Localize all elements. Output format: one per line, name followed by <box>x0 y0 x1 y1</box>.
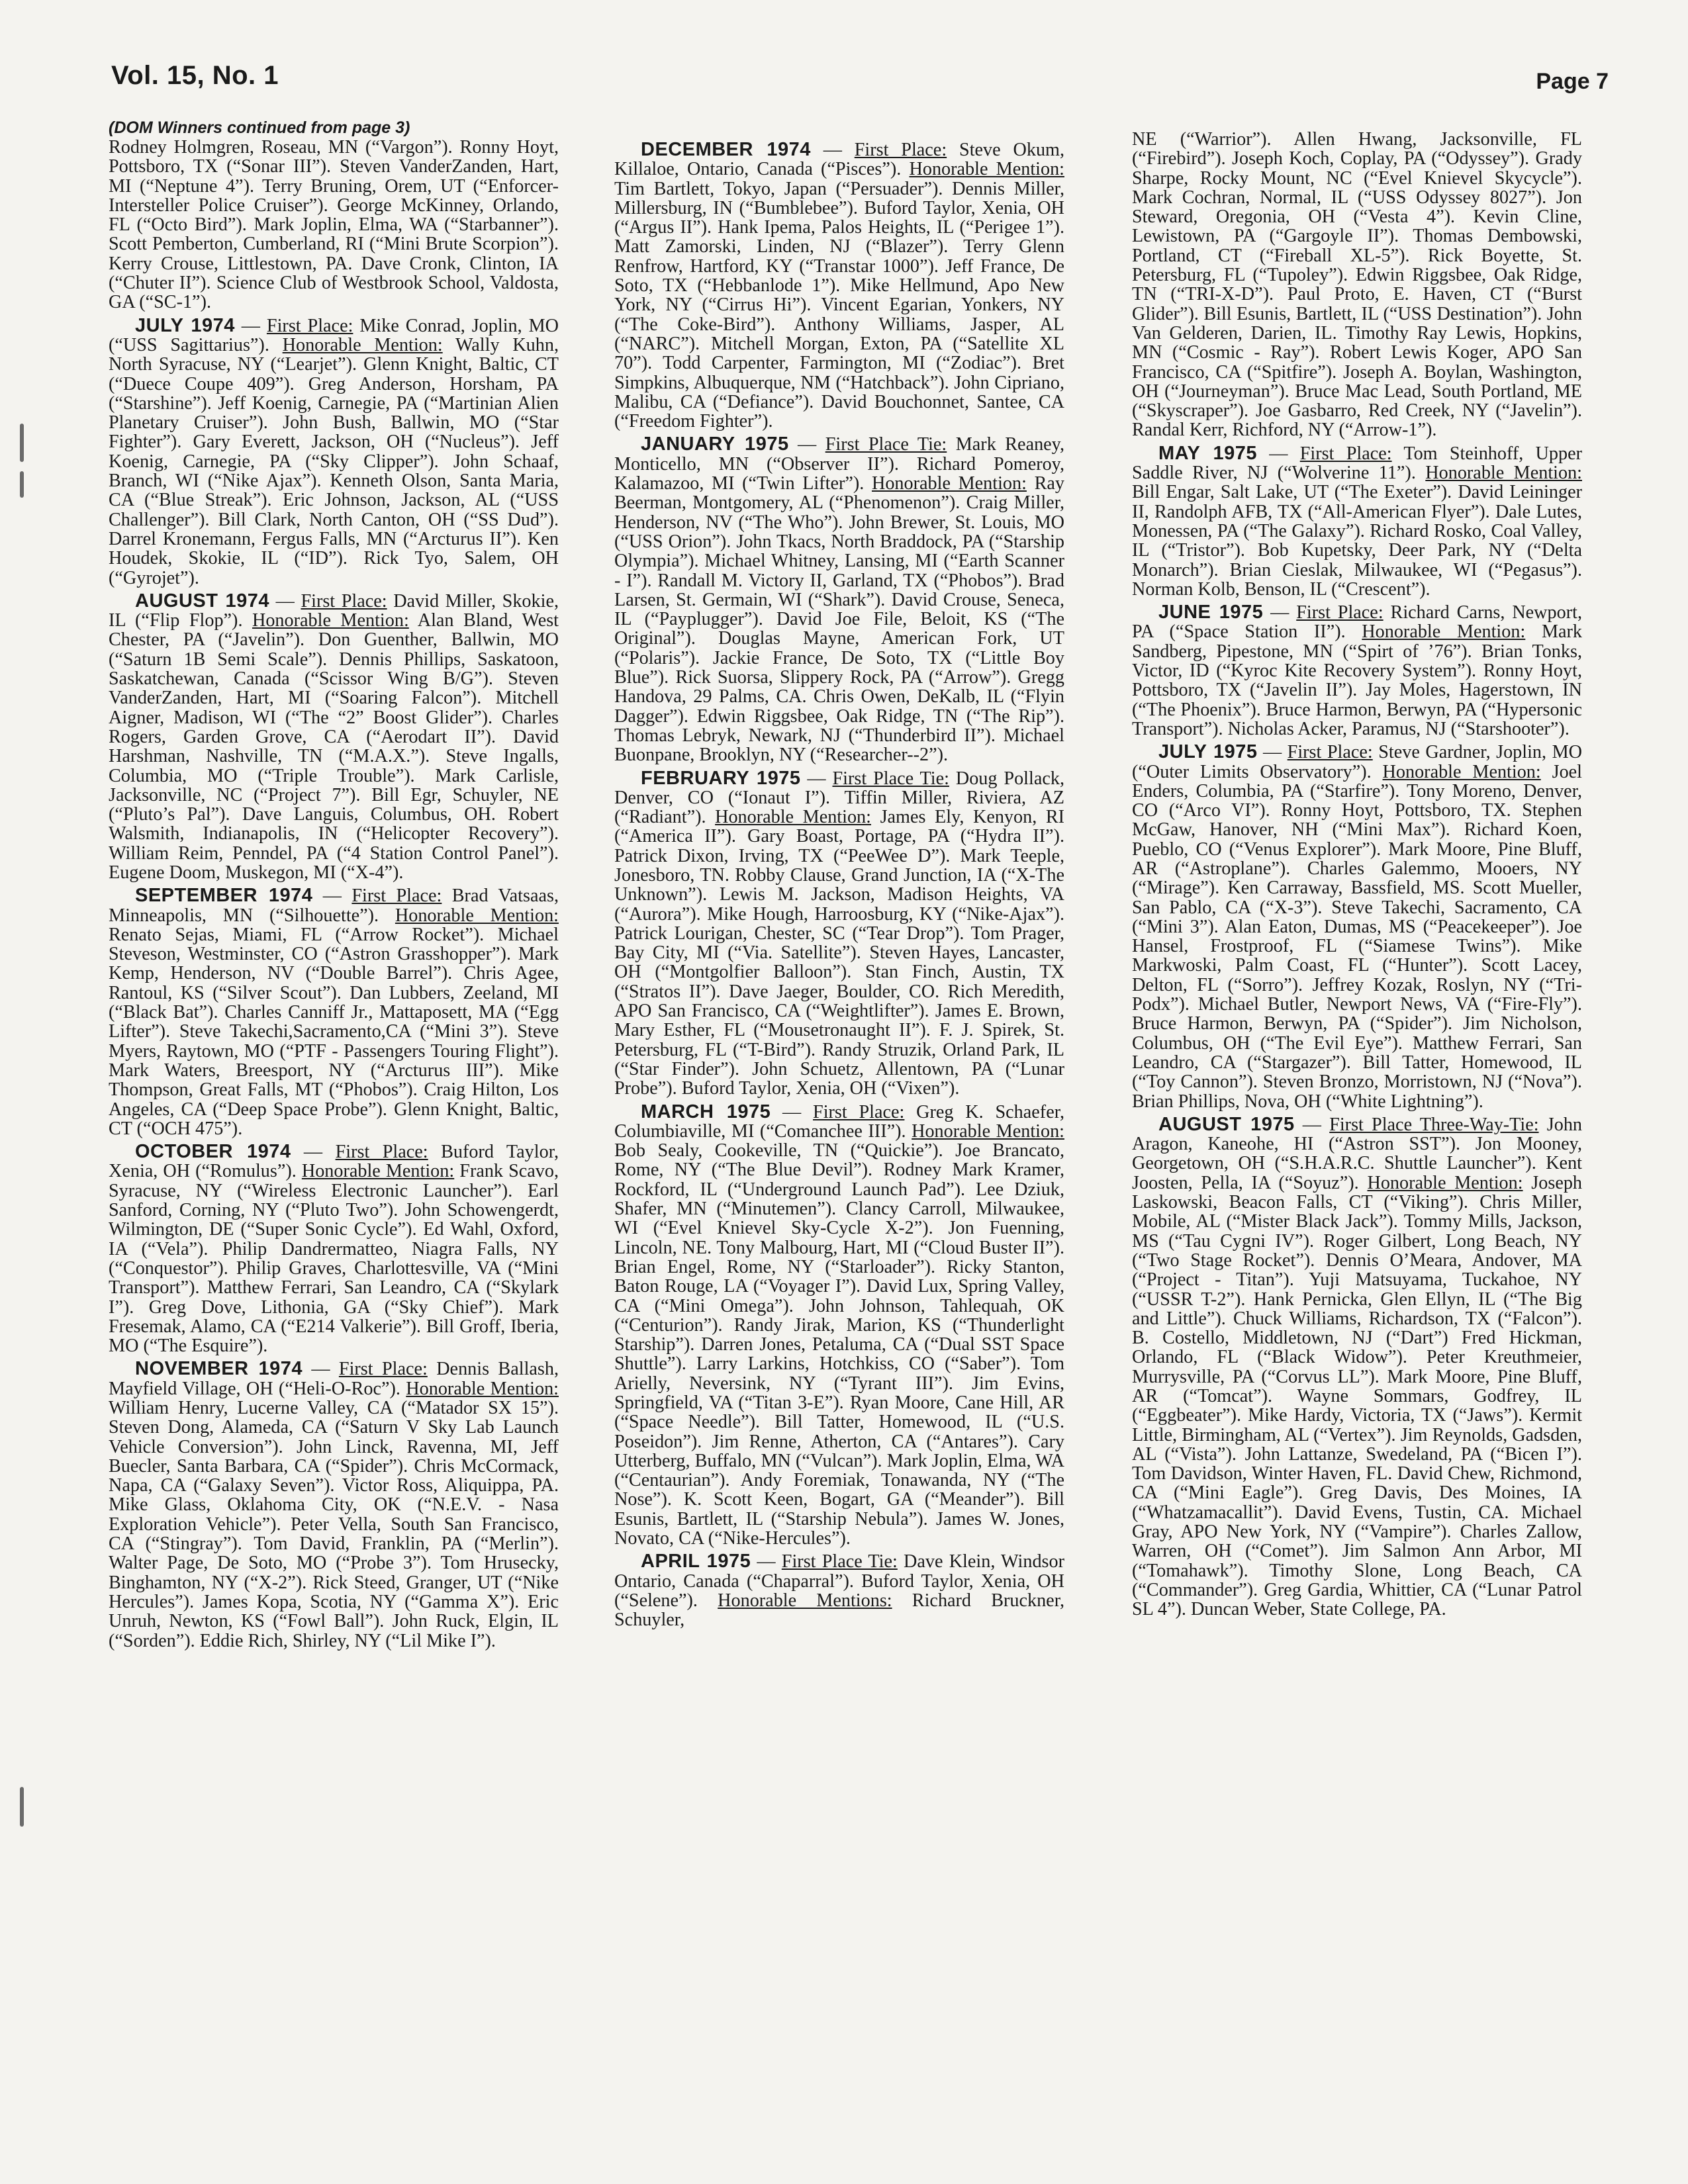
month-heading: NOVEMBER 1974 <box>135 1358 303 1380</box>
month-heading: AUGUST 1974 <box>135 590 270 612</box>
honorable-mention-label: Honorable Mention: <box>301 1161 455 1182</box>
honorable-mention-list: Mark Sandberg, Pipestone, MN (“Spirt of ’76”). Brian Tonks, Victor, ID (“Kyroc Kite Recovery System”). Ronny Hoyt, Pottsboro, TX (“Javelin II”). Jay Moles, Hagerstown, IN (“The Phoenix”). Bruce Harmon, Berwyn, PA (“Hypersonic Transport”). Nicholas Acker, Paramus, NJ (“Starshooter”). <box>1132 621 1582 739</box>
winner-entry: SEPTEMBER 1974 — First Place: Brad Vatsaas, Minneapolis, MN (“Silhouette”). Honorable Mention: Renato Sejas, Miami, FL (“Arrow Rocket”). Michael Steveson, Westminster, CO (“Astron Grasshopper”). Mark Kemp, Henderson, NV (“Double Barrel”). Chris Agee, Rantoul, KS (“Silver Scout”). Dan Lubbers, Zeeland, MI (“Black Bat”). Charles Canniff Jr., Mattaposett, MA (“Egg Lifter”). Steve Takechi,Sacramento,CA (“Mini 3”). Steve Myers, Raytown, MO (“PTF - Passengers Touring Flight”). Mark Waters, Breesport, NY (“Arcturus III”). Mike Thompson, Great Falls, MT (“Phobos”). Craig Hilton, Los Angeles, CA (“Deep Space Probe”). Glenn Knight, Baltic, CT (“OCH 475”). <box>109 885 559 1139</box>
honorable-mention-list: NE (“Warrior”). Allen Hwang, Jacksonville, FL (“Firebird”). Joseph Koch, Coplay, PA (“Odyssey”). Grady Sharpe, Rocky Mount, NC (“Evel Knievel Skycycle”). Mark Cochran, Normal, IL (“USS Odyssey 8027”). Jon Steward, Oregonia, OH (“Vesta 4”). Kevin Cline, Lewistown, PA (“Gargoyle II”). Thomas Dembowski, Portland, CT (“Fireball XL-5”). Rick Boyette, St. Petersburg, FL (“Tupoley”). Edwin Riggsbee, Oak Ridge, TN (“TRI-X-D”). Paul Proto, E. Haven, CT (“Burst Glider”). Bill Esunis, Bartlett, IL (“USS Destination”). John Van Gelderen, Darien, IL. Timothy Ray Lewis, Hopkins, MN (“Cosmic - Ray”). Robert Lewis Koger, APO San Francisco, CA (“Spitfire”). Joseph A. Boylan, Washington, OH (“Journeyman”). Bruce Mac Lead, South Portland, ME (“Skyscraper”). Joe Gasbarro, Red Creek, NY (“Javelin”). Randal Kerr, Richford, NY (“Arrow-1”). <box>1132 130 1582 441</box>
first-place-label: First Place: <box>1296 602 1383 623</box>
first-place-label: First Place: <box>813 1101 905 1122</box>
month-heading: MARCH 1975 <box>641 1101 771 1122</box>
first-place-winners: Buford Taylor, Xenia, OH (“Romulus”). <box>109 1142 559 1182</box>
honorable-mention-list: Joel Enders, Columbia, PA (“Starfire”). Tony Moreno, Denver, CO (“Arco VI”). Ronny Hoyt, Pottsboro, TX. Stephen McGaw, Hanover, NH (“Mini Max”). Richard Koen, Pueblo, CO (“Venus Explorer”). Mark Moore, Pine Bluff, AR (“Astroplane”). Charles Galemmo, Mooers, NY (“Mirage”). Ken Carraway, Bassfield, MS. Scott Mueller, San Pablo, CA (“X-3”). Steve Takechi, Sacramento, CA (“Mini 3”). Alan Eaton, Dumas, MS (“Peacekeeper”). Joe Hansel, Frostproof, FL (“Siamese Twins”). Mike Markwoski, Palm Coast, FL (“Hunter”). Scott Lacey, Delton, FL (“Sorro”). Jeffrey Kozak, Roslyn, NY (“Tri-Podx”). Michael Butler, Newport News, VA (“Fire-Fly”). Bruce Harmon, Berwyn, PA (“Spider”). Jim Nicholson, Columbus, OH (“The Evil Eye”). Matthew Ferrari, San Leandro, CA (“Stargazer”). Bill Tatter, Homewood, IL (“Toy Cannon”). Steven Bronzo, Morristown, NJ (“Nova”). Brian Phillips, Nova, OH (“White Lightning”). <box>1132 761 1582 1112</box>
honorable-mention-label: Honorable Mention: <box>912 1120 1064 1142</box>
first-place-label: First Place: <box>1299 443 1392 464</box>
volume-label: Vol. 15, No. 1 <box>111 61 279 90</box>
honorable-mention-label: Honorable Mention: <box>1367 1172 1523 1193</box>
month-heading: AUGUST 1975 <box>1158 1113 1295 1135</box>
first-place-label: First Place: <box>335 1142 428 1163</box>
month-heading: SEPTEMBER 1974 <box>135 885 313 907</box>
winner-entry: JANUARY 1975 — First Place Tie: Mark Reaney, Monticello, MN (“Observer II”). Richard Pomeroy, Kalamazoo, MI (“Twin Lifter”). Honorable Mention: Ray Beerman, Montgomery, AL (“Phenomenon”). Craig Miller, Henderson, NV (“The Who”). John Brewer, St. Louis, MO (“USS Orion”). John Tkacs, North Braddock, PA (“Starship Olympia”). Michael Whitney, Lansing, MI (“Earth Scanner - I”). Randall M. Victory II, Garland, TX (“Phobos”). Brad Larsen, St. Germain, WI (“Shark”). David Crouse, Seneca, IL (“Payplugger”). David Joe File, Beloit, KS (“The Original”). Douglas Mayne, American Fork, UT (“Polaris”). Jackie France, De Soto, TX (“Little Boy Blue”). Rick Suorsa, Slippery Rock, PA (“Arrow”). Gregg Handova, 29 Palms, CA. Chris Owen, DeKalb, IL (“Flyin Dagger”). Edwin Riggsbee, Oak Ridge, TN (“The Rip”). Thomas Lebryk, Newark, NJ (“Thunderbird II”). Michael Buonpane, Brooklyn, NY (“Researcher--2”). <box>614 433 1064 766</box>
honorable-mention-label: Honorable Mention: <box>1382 761 1541 782</box>
month-heading: DECEMBER 1974 <box>641 140 811 160</box>
month-heading: APRIL 1975 <box>641 1551 751 1572</box>
honorable-mention-list: William Henry, Lucerne Valley, CA (“Matador SX 15”). Steven Dong, Alameda, CA (“Saturn V Sky Lab Launch Vehicle Conversion”). John Linck, Ravenna, MI, Jeff Buecler, Santa Barbara, CA (“Spider”). Chris McCormack, Napa, CA (“Galaxy Seven”). Victor Ross, Aliquippa, PA. Mike Glass, Oklahoma City, OK (“N.E.V. - Nasa Exploration Vehicle”). Peter Vella, South San Francisco, CA (“Stingray”). Tom David, Franklin, PA (“Merlin”). Walter Page, De Soto, MO (“Probe 3”). Tom Hrusecky, Binghamton, NY (“X-2”). Rick Steed, Granger, UT (“Nike Hercules”). James Kopa, Scotia, NY (“Gamma X”). Eric Unruh, Newton, KS (“Fowl Ball”). John Ruck, Elgin, IL (“Sorden”). Eddie Rich, Shirley, NY (“Lil Mike I”). <box>109 1398 559 1651</box>
column-2 <box>614 140 1064 2165</box>
column-3 <box>1132 130 1582 2155</box>
first-place-winners: Richard Carns, Newport, PA (“Space Station II”). <box>1132 602 1582 643</box>
first-place-winners: Dave Klein, Windsor Ontario, Canada (“Chaparral”). Buford Taylor, Xenia, OH (“Selene”). <box>614 1551 1064 1611</box>
month-heading: MAY 1975 <box>1158 442 1258 464</box>
honorable-mention-label: Honorable Mention: <box>715 807 871 828</box>
first-place-label: First Place: <box>1287 742 1373 763</box>
winner-entry: FEBRUARY 1975 — First Place Tie: Doug Pollack, Denver, CO (“Ionaut I”). Tiffin Miller, Riviera, AZ (“Radiant”). Honorable Mention: James Ely, Kenyon, RI (“America II”). Gary Boast, Portage, PA (“Hydra II”). Patrick Dixon, Irving, TX (“PeeWee D”). Mark Teeple, Jonesboro, TN. Robby Clause, Grand Junction, IA (“X-The Unknown”). Lewis M. Jackson, Madison Heights, VA (“Aurora”). Mike Hough, Harroosburg, KY (“Nike-Ajax”). Patrick Lourigan, Chester, SC (“Tear Drop”). Tom Prager, Bay City, MI (“Via. Satellite”). Steven Hayes, Lancaster, OH (“Montgolfier Balloon”). Stan Finch, Austin, TX (“Stratos II”). Dave Jaeger, Boulder, CO. Rich Meredith, APO San Francisco, CA (“Weightlifter”). James E. Brown, Mary Esther, FL (“Mousetronaught II”). F. J. Spirek, St. Petersburg, FL (“T-Bird”). Randy Struzik, Orland Park, IL (“Star Finder”). John Schuetz, Allentown, PA (“Lunar Probe”). Buford Taylor, Xenia, OH (“Vixen”). <box>614 767 1064 1099</box>
first-place-label: First Place: <box>301 590 387 612</box>
month-heading: JANUARY 1975 <box>641 433 789 455</box>
first-place-label: First Place: <box>352 886 442 907</box>
first-place-label: First Place Tie: <box>825 434 947 455</box>
first-place-winners: Steve Okum, Killaloe, Ontario, Canada (“Pisces”). <box>614 140 1064 180</box>
honorable-mention-label: Honorable Mentions: <box>718 1590 892 1611</box>
first-place-label: First Place: <box>338 1359 428 1380</box>
winner-entry: MAY 1975 — First Place: Tom Steinhoff, Upper Saddle River, NJ (“Wolverine 11”). Honorable Mention: Bill Engar, Salt Lake, UT (“The Exeter”). David Leininger II, Randolph AFB, TX (“All-American Flyer”). Dale Lutes, Monessen, PA (“The Galaxy”). Richard Rosko, Coal Valley, IL (“Tristor”). Bob Kupetsky, Deer Park, NY (“Delta Monarch”). Brian Cieslak, Milwaukee, WI (“Pegasus”). Norman Kolb, Benson, IL (“Crescent”). <box>1132 442 1582 600</box>
winner-entry <box>1132 130 1582 440</box>
first-place-winners: John Aragon, Kaneohe, HI (“Astron SST”). Jon Mooney, Georgetown, OH (“S.H.A.R.C. Shuttle Launcher”). Kent Joosten, Pella, IA (“Soyuz”). <box>1132 1114 1582 1193</box>
honorable-mention-label: Honorable Mention: <box>1425 463 1582 484</box>
month-heading: OCTOBER 1974 <box>135 1141 291 1163</box>
month-heading: JULY 1975 <box>1158 741 1258 763</box>
first-place-winners: David Miller, Skokie, IL (“Flip Flop”). <box>109 590 559 631</box>
honorable-mention-list: Renato Sejas, Miami, FL (“Arrow Rocket”). Michael Steveson, Westminster, CO (“Astron Grasshopper”). Mark Kemp, Henderson, NV (“Double Barrel”). Chris Agee, Rantoul, KS (“Silver Scout”). Dan Lubbers, Zeeland, MI (“Black Bat”). Charles Canniff Jr., Mattaposett, MA (“Egg Lifter”). Steve Takechi,Sacramento,CA (“Mini 3”). Steve Myers, Raytown, MO (“PTF - Passengers Touring Flight”). Mark Waters, Breesport, NY (“Arcturus III”). Mike Thompson, Great Falls, MT (“Phobos”). Craig Hilton, Los Angeles, CA (“Deep Space Probe”). Glenn Knight, Baltic, CT (“OCH 475”). <box>109 924 559 1139</box>
winner-entry: AUGUST 1974 — First Place: David Miller, Skokie, IL (“Flip Flop”). Honorable Mention: Alan Bland, West Chester, PA (“Javelin”). Don Guenther, Ballwin, MO (“Saturn 1B Semi Scale”). Dennis Phillips, Saskatoon, Saskatchewan, Canada (“Scissor Wing B/G”). Steven VanderZanden, Hart, MI (“Soaring Falcon”). Mitchell Aigner, Madison, WI (“The “2” Boost Glider”). Charles Rogers, Garden Grove, CA (“Aerodart II”). David Harshman, Nashville, TN (“M.A.X.”). Steve Ingalls, Columbia, MO (“Triple Trouble”). Mark Carlisle, Jacksonville, NC (“Project 7”). Bill Egr, Schuyler, NE (“Pluto’s Pal”). Dave Languis, Columbus, OH. Robert Walsmith, Indianapolis, IN (“Helicopter Recovery”). William Reim, Penndel, PA (“4 Station Control Panel”). Eugene Doom, Muskegon, MI (“X-4”). <box>109 590 559 883</box>
winner-entry: JULY 1975 — First Place: Steve Gardner, Joplin, MO (“Outer Limits Observatory”). Honorable Mention: Joel Enders, Columbia, PA (“Starfire”). Tony Moreno, Denver, CO (“Arco VI”). Ronny Hoyt, Pottsboro, TX. Stephen McGaw, Hanover, NH (“Mini Max”). Richard Koen, Pueblo, CO (“Venus Explorer”). Mark Moore, Pine Bluff, AR (“Astroplane”). Charles Galemmo, Mooers, NY (“Mirage”). Ken Carraway, Bassfield, MS. Scott Mueller, San Pablo, CA (“X-3”). Steve Takechi, Sacramento, CA (“Mini 3”). Alan Eaton, Dumas, MS (“Peacekeeper”). Joe Hansel, Frostproof, FL (“Siamese Twins”). Mike Markwoski, Palm Coast, FL (“Hunter”). Scott Lacey, Delton, FL (“Sorro”). Jeffrey Kozak, Roslyn, NY (“Tri-Podx”). Michael Butler, Newport News, VA (“Fire-Fly”). Bruce Harmon, Berwyn, PA (“Spider”). Jim Nicholson, Columbus, OH (“The Evil Eye”). Matthew Ferrari, San Leandro, CA (“Stargazer”). Bill Tatter, Homewood, IL (“Toy Cannon”). Steven Bronzo, Morristown, NJ (“Nova”). Brian Phillips, Nova, OH (“White Lightning”). <box>1132 741 1582 1112</box>
honorable-mention-label: Honorable Mention: <box>871 473 1027 494</box>
first-place-winners: Steve Gardner, Joplin, MO (“Outer Limits Observatory”). <box>1132 742 1582 782</box>
honorable-mention-label: Honorable Mention: <box>406 1378 559 1399</box>
honorable-mention-list: Richard Bruckner, Schuyler, <box>614 1590 1064 1631</box>
honorable-mention-label: Honorable Mention: <box>252 610 409 631</box>
first-place-label: First Place Tie: <box>832 768 949 789</box>
binding-mark <box>20 424 24 462</box>
first-place-label: First Place: <box>266 315 353 336</box>
honorable-mention-list: Rodney Holmgren, Roseau, MN (“Vargon”). Ronny Hoyt, Pottsboro, TX (“Sonar III”). Steven VanderZanden, Hart, MI (“Neptune 4”). Terry Bruning, Orem, UT (“Enforcer-Intersteller Police Cruiser”). George McKinney, Orlando, FL (“Octo Bird”). Mark Joplin, Elma, WA (“Starbanner”). Scott Pemberton, Cumberland, RI (“Mini Brute Scorpion”). Kerry Crouse, Littlestown, PA. Dave Cronk, Clinton, IA (“Chuter II”). Science Club of Westbrook School, Valdosta, GA (“SC-1”). <box>109 137 559 313</box>
honorable-mention-label: Honorable Mention: <box>395 905 559 926</box>
month-heading: FEBRUARY 1975 <box>641 767 801 789</box>
first-place-label: First Place Three-Way-Tie: <box>1329 1114 1539 1135</box>
honorable-mention-label: Honorable Mention: <box>1362 621 1526 643</box>
winner-entry: AUGUST 1975 — First Place Three-Way-Tie: John Aragon, Kaneohe, HI (“Astron SST”). Jon Mooney, Georgetown, OH (“S.H.A.R.C. Shuttle Launcher”). Kent Joosten, Pella, IA (“Soyuz”). Honorable Mention: Joseph Laskowski, Beacon Falls, CT (“Viking”). Chris Miller, Mobile, AL (“Mister Black Jack”). Tommy Mills, Jackson, MS (“Tau Cygni IV”). Roger Gilbert, Long Beach, NY (“Two Stage Rocket”). Dennis O’Meara, Andover, MA (“Project - Titan”). Yuji Matsuyama, Tuckahoe, NY (“USSR T-2”). Hank Pernicka, Glen Ellyn, IL (“The Big and Little”). Chuck Williams, Richardson, TX (“Falcon”). B. Costello, Middletown, NJ (“Dart”) Fred Hickman, Orlando, FL (“Black Widow”). Peter Kreuthmeier, Murrysville, PA (“Corvus LL”). Mark Moore, Pine Bluff, AR (“Tomcat”). Wayne Sommars, Godfrey, IL (“Eggbeater”). Mike Hardy, Victoria, TX (“Jaws”). Kermit Little, Birmingham, AL (“Vertex”). Jim Reynolds, Gadsden, AL (“Vista”). John Lattanze, Swedeland, PA (“Bicen I”). Tom Davidson, Winter Haven, FL. David Chew, Richmond, CA (“Mini Eagle”). Greg Davis, Des Moines, IA (“Whatzamacallit”). David Evens, Tustin, CA. Michael Gray, APO New York, NY (“Vampire”). Charles Zallow, Warren, OH (“Comet”). Jim Salmon Ann Arbor, MI (“Tomahawk”). Timothy Slone, Long Beach, CA (“Commander”). Greg Gardia, Whittier, CA (“Lunar Patrol SL 4”). Duncan Weber, State College, PA. <box>1132 1113 1582 1620</box>
month-heading: JULY 1974 <box>135 314 235 336</box>
first-place-winners: Dennis Ballash, Mayfield Village, OH (“Heli-O-Roc”). <box>109 1359 559 1399</box>
winner-entry: NOVEMBER 1974 — First Place: Dennis Ballash, Mayfield Village, OH (“Heli-O-Roc”). Honorable Mention: William Henry, Lucerne Valley, CA (“Matador SX 15”). Steven Dong, Alameda, CA (“Saturn V Sky Lab Launch Vehicle Conversion”). John Linck, Ravenna, MI, Jeff Buecler, Santa Barbara, CA (“Spider”). Chris McCormack, Napa, CA (“Galaxy Seven”). Victor Ross, Aliquippa, PA. Mike Glass, Oklahoma City, OK (“N.E.V. - Nasa Exploration Vehicle”). Peter Vella, South San Francisco, CA (“Stingray”). Tom David, Franklin, PA (“Merlin”). Walter Page, De Soto, MO (“Probe 3”). Tom Hrusecky, Binghamton, NY (“X-2”). Rick Steed, Granger, UT (“Nike Hercules”). James Kopa, Scotia, NY (“Gamma X”). Eric Unruh, Newton, KS (“Fowl Ball”). John Ruck, Elgin, IL (“Sorden”). Eddie Rich, Shirley, NY (“Lil Mike I”). <box>109 1358 559 1651</box>
honorable-mention-label: Honorable Mention: <box>909 159 1064 180</box>
month-heading: JUNE 1975 <box>1158 602 1264 623</box>
honorable-mention-list: Ray Beerman, Montgomery, AL (“Phenomenon”). Craig Miller, Henderson, NV (“The Who”). John Brewer, St. Louis, MO (“USS Orion”). John Tkacs, North Braddock, PA (“Starship Olympia”). Michael Whitney, Lansing, MI (“Earth Scanner - I”). Randall M. Victory II, Garland, TX (“Phobos”). Brad Larsen, St. Germain, WI (“Shark”). David Crouse, Seneca, IL (“Payplugger”). David Joe File, Beloit, KS (“The Original”). Douglas Mayne, American Fork, UT (“Polaris”). Jackie France, De Soto, TX (“Little Boy Blue”). Rick Suorsa, Slippery Rock, PA (“Arrow”). Gregg Handova, 29 Palms, CA. Chris Owen, DeKalb, IL (“Flyin Dagger”). Edwin Riggsbee, Oak Ridge, TN (“The Rip”). Thomas Lebryk, Newark, NJ (“Thunderbird II”). Michael Buonpane, Brooklyn, NY (“Researcher--2”). <box>614 473 1064 766</box>
winner-entry: DECEMBER 1974 — First Place: Steve Okum, Killaloe, Ontario, Canada (“Pisces”). Honorable Mention: Tim Bartlett, Tokyo, Japan (“Persuader”). Dennis Miller, Millersburg, IN (“Bumblebee”). Buford Taylor, Xenia, OH (“Argus II”). Hank Ipema, Palos Heights, IL (“Perigee 1”). Matt Zamorski, Linden, NJ (“Blazer”). Terry Glenn Renfrow, Hartford, KY (“Transtar 1000”). Jeff France, De Soto, TX (“Hebbanlode 1”). Mike Hellmund, Apo New York, NY (“Cirrus Hi”). Vincent Egarian, Yonkers, NY (“The Coke-Bird”). Anthony Williams, Jasper, AL (“NARC”). Mitchell Morgan, Exton, PA (“Satellite XL 70”). Todd Carpenter, Farmington, MI (“Zodiac”). Bret Simpkins, Albuquerque, NM (“Hatchback”). John Cipriano, Malibu, CA (“Defiance”). David Bouchonnet, Santee, CA (“Freedom Fighter”). <box>614 140 1064 432</box>
binding-mark <box>20 471 24 498</box>
honorable-mention-list: Alan Bland, West Chester, PA (“Javelin”). Don Guenther, Ballwin, MO (“Saturn 1B Semi Scale”). Dennis Phillips, Saskatoon, Saskatchewan, Canada (“Scissor Wing B/G”). Steven VanderZanden, Hart, MI (“Soaring Falcon”). Mitchell Aigner, Madison, WI (“The “2” Boost Glider”). Charles Rogers, Garden Grove, CA (“Aerodart II”). David Harshman, Nashville, TN (“M.A.X.”). Steve Ingalls, Columbia, MO (“Triple Trouble”). Mark Carlisle, Jacksonville, NC (“Project 7”). Bill Egr, Schuyler, NE (“Pluto’s Pal”). Dave Languis, Columbus, OH. Robert Walsmith, Indianapolis, IN (“Helicopter Recovery”). William Reim, Penndel, PA (“4 Station Control Panel”). Eugene Doom, Muskegon, MI (“X-4”). <box>109 610 559 883</box>
winner-entry: APRIL 1975 — First Place Tie: Dave Klein, Windsor Ontario, Canada (“Chaparral”). Buford Taylor, Xenia, OH (“Selene”). Honorable Mentions: Richard Bruckner, Schuyler, <box>614 1551 1064 1631</box>
winner-entry <box>109 138 559 312</box>
winner-entry: MARCH 1975 — First Place: Greg K. Schaefer, Columbiaville, MI (“Comanchee III”). Honorable Mention: Bob Sealy, Cookeville, TN (“Quickie”). Joe Brancato, Rome, NY (“The Blue Devil”). Rodney Mark Kramer, Rockford, IL (“Underground Launch Pad”). Lee Dziuk, Shafer, MN (“Minutemen”). Clancy Carroll, Milwaukee, WI (“Evel Knievel Sky-Cycle X-2”). Jon Fuenning, Lincoln, NE. Tony Malbourg, Hart, MI (“Cloud Buster II”). Brian Engel, Rome, NY (“Starloader”). Ricky Stanton, Baton Rouge, LA (“Voyager I”). David Lux, Spring Valley, CA (“Mini Omega”). John Johnson, Tahlequah, OK (“Centurion”). Randy Jirak, Marion, KS (“Thunderlight Starship”). Darren Jones, Petaluma, CA (“Dual SST Space Shuttle”). Larry Larkins, Hotchkiss, CO (“Saber”). Tom Arielly, Neversink, NY (“Tyrant III”). Jim Evins, Springfield, VA (“Titan 3-E”). Ryan Moore, Cane Hill, AR (“Space Needle”). Bill Tatter, Homewood, IL (“U.S. Poseidon”). Jim Renne, Atherton, CA (“Antares”). Cary Utterberg, Buffalo, MN (“Vulcan”). Mark Joplin, Elma, WA (“Centaurian”). Andy Foremiak, Tonawanda, NY (“The Nose”). K. Scott Keen, Bogart, GA (“Meander”). Bill Esunis, Bartlett, IL (“Starship Nebula”). James W. Jones, Novato, CA (“Nike-Hercules”). <box>614 1101 1064 1549</box>
first-place-winners: Doug Pollack, Denver, CO (“Ionaut I”). Tiffin Miller, Riviera, AZ (“Radiant”). <box>614 768 1064 828</box>
winner-entry: OCTOBER 1974 — First Place: Buford Taylor, Xenia, OH (“Romulus”). Honorable Mention: Frank Scavo, Syracuse, NY (“Wireless Electronic Launcher”). Earl Sanford, Corning, NY (“Pluto Two”). John Schowengerdt, Wilmington, DE (“Super Sonic Cycle”). Ed Wahl, Oxford, IA (“Vela”). Philip Dandrermatteo, Niagra Falls, NY (“Conquestor”). Philip Graves, Charlottesville, VA (“Mini Transport”). Matthew Ferrari, San Leandro, CA (“Skylark I”). Greg Dove, Lithonia, GA (“Sky Chief”). Mark Fresemak, Alamo, CA (“E214 Valkerie”). Bill Groff, Iberia, MO (“The Esquire”). <box>109 1141 559 1357</box>
honorable-mention-list: Wally Kuhn, North Syracuse, NY (“Learjet”). Glenn Knight, Baltic, CT (“Duece Coupe 409”). Greg Anderson, Horsham, PA (“Starshine”). Jeff Koenig, Carnegie, PA (“Martinian Alien Planetary Cruiser”). John Bush, Ballwin, MO (“Star Fighter”). Gary Everett, Jackson, OH (“Nucleus”). Jeff Koenig, Carnegie, PA (“Sky Clipper”). John Schaaf, Branch, WI (“Nike Ajax”). Kenneth Olson, Santa Maria, CA (“Blue Streak”). Eric Johnson, Jackson, AL (“USS Challenger”). Bill Clark, North Canton, OH (“SS Dud”). Darrel Kronemann, Fergus Falls, MN (“Arcturus II”). Ken Houdek, Skokie, IL (“ID”). Rick Tyo, Salem, OH (“Gyrojet”). <box>109 334 559 588</box>
page-number: Page 7 <box>1536 69 1609 94</box>
honorable-mention-label: Honorable Mention: <box>282 334 443 355</box>
first-place-label: First Place: <box>854 140 947 160</box>
honorable-mention-list: Frank Scavo, Syracuse, NY (“Wireless Electronic Launcher”). Earl Sanford, Corning, NY (“Pluto Two”). John Schowengerdt, Wilmington, DE (“Super Sonic Cycle”). Ed Wahl, Oxford, IA (“Vela”). Philip Dandrermatteo, Niagra Falls, NY (“Conquestor”). Philip Graves, Charlottesville, VA (“Mini Transport”). Matthew Ferrari, San Leandro, CA (“Skylark I”). Greg Dove, Lithonia, GA (“Sky Chief”). Mark Fresemak, Alamo, CA (“E214 Valkerie”). Bill Groff, Iberia, MO (“The Esquire”). <box>109 1161 559 1357</box>
binding-mark <box>20 1787 24 1827</box>
continuation-note: (DOM Winners continued from page 3) <box>109 118 410 137</box>
winner-entry: JULY 1974 — First Place: Mike Conrad, Joplin, MO (“USS Sagittarius”). Honorable Mention: Wally Kuhn, North Syracuse, NY (“Learjet”). Glenn Knight, Baltic, CT (“Duece Coupe 409”). Greg Anderson, Horsham, PA (“Starshine”). Jeff Koenig, Carnegie, PA (“Martinian Alien Planetary Cruiser”). John Bush, Ballwin, MO (“Star Fighter”). Gary Everett, Jackson, OH (“Nucleus”). Jeff Koenig, Carnegie, PA (“Sky Clipper”). John Schaaf, Branch, WI (“Nike Ajax”). Kenneth Olson, Santa Maria, CA (“Blue Streak”). Eric Johnson, Jackson, AL (“USS Challenger”). Bill Clark, North Canton, OH (“SS Dud”). Darrel Kronemann, Fergus Falls, MN (“Arcturus II”). Ken Houdek, Skokie, IL (“ID”). Rick Tyo, Salem, OH (“Gyrojet”). <box>109 314 559 588</box>
first-place-winners: Mike Conrad, Joplin, MO (“USS Sagittarius”). <box>109 315 559 355</box>
honorable-mention-list: Tim Bartlett, Tokyo, Japan (“Persuader”). Dennis Miller, Millersburg, IN (“Bumblebee”). Buford Taylor, Xenia, OH (“Argus II”). Hank Ipema, Palos Heights, IL (“Perigee 1”). Matt Zamorski, Linden, NJ (“Blazer”). Terry Glenn Renfrow, Hartford, KY (“Transtar 1000”). Jeff France, De Soto, TX (“Hebbanlode 1”). Mike Hellmund, Apo New York, NY (“Cirrus Hi”). Vincent Egarian, Yonkers, NY (“The Coke-Bird”). Anthony Williams, Jasper, AL (“NARC”). Mitchell Morgan, Exton, PA (“Satellite XL 70”). Todd Carpenter, Farmington, MI (“Zodiac”). Bret Simpkins, Albuquerque, NM (“Hatchback”). John Cipriano, Malibu, CA (“Defiance”). David Bouchonnet, Santee, CA (“Freedom Fighter”). <box>614 178 1064 432</box>
first-place-label: First Place Tie: <box>781 1551 898 1572</box>
first-place-winners: Greg K. Schaefer, Columbiaville, MI (“Comanchee III”). <box>614 1101 1064 1142</box>
winner-entry: JUNE 1975 — First Place: Richard Carns, Newport, PA (“Space Station II”). Honorable Mention: Mark Sandberg, Pipestone, MN (“Spirt of ’76”). Brian Tonks, Victor, ID (“Kyroc Kite Recovery System”). Ronny Hoyt, Pottsboro, TX (“Javelin II”). Jay Moles, Hagerstown, IN (“The Phoenix”). Bruce Harmon, Berwyn, PA (“Hypersonic Transport”). Nicholas Acker, Paramus, NJ (“Starshooter”). <box>1132 602 1582 739</box>
honorable-mention-list: James Ely, Kenyon, RI (“America II”). Gary Boast, Portage, PA (“Hydra II”). Patrick Dixon, Irving, TX (“PeeWee D”). Mark Teeple, Jonesboro, TN. Robby Clause, Grand Junction, IA (“X-The Unknown”). Lewis M. Jackson, Madison Heights, VA (“Aurora”). Mike Hough, Harroosburg, KY (“Nike-Ajax”). Patrick Lourigan, Chester, SC (“Tear Drop”). Tom Prager, Bay City, MI (“Via. Satellite”). Steven Hayes, Lancaster, OH (“Montgolfier Balloon”). Stan Finch, Austin, TX (“Stratos II”). Dave Jaeger, Boulder, CO. Rich Meredith, APO San Francisco, CA (“Weightlifter”). James E. Brown, Mary Esther, FL (“Mousetronaught II”). F. J. Spirek, St. Petersburg, FL (“T-Bird”). Randy Struzik, Orland Park, IL (“Star Finder”). John Schuetz, Allentown, PA (“Lunar Probe”). Buford Taylor, Xenia, OH (“Vixen”). <box>614 807 1064 1099</box>
first-place-winners: Mark Reaney, Monticello, MN (“Observer II”). Richard Pomeroy, Kalamazoo, MI (“Twin Lifter”). <box>614 434 1064 494</box>
first-place-winners: Tom Steinhoff, Upper Saddle River, NJ (“Wolverine 11”). <box>1132 443 1582 484</box>
column-1 <box>109 118 559 2143</box>
honorable-mention-list: Bob Sealy, Cookeville, TN (“Quickie”). Joe Brancato, Rome, NY (“The Blue Devil”). Rodney Mark Kramer, Rockford, IL (“Underground Launch Pad”). Lee Dziuk, Shafer, MN (“Minutemen”). Clancy Carroll, Milwaukee, WI (“Evel Knievel Sky-Cycle X-2”). Jon Fuenning, Lincoln, NE. Tony Malbourg, Hart, MI (“Cloud Buster II”). Brian Engel, Rome, NY (“Starloader”). Ricky Stanton, Baton Rouge, LA (“Voyager I”). David Lux, Spring Valley, CA (“Mini Omega”). John Johnson, Tahlequah, OK (“Centurion”). Randy Jirak, Marion, KS (“Thunderlight Starship”). Darren Jones, Petaluma, CA (“Dual SST Space Shuttle”). Larry Larkins, Hotchkiss, CO (“Saber”). Tom Arielly, Neversink, NY (“Tyrant III”). Jim Evins, Springfield, VA (“Titan 3-E”). Ryan Moore, Cane Hill, AR (“Space Needle”). Bill Tatter, Homewood, IL (“U.S. Poseidon”). Jim Renne, Atherton, CA (“Antares”). Cary Utterberg, Buffalo, MN (“Vulcan”). Mark Joplin, Elma, WA (“Centaurian”). Andy Foremiak, Tonawanda, NY (“The Nose”). K. Scott Keen, Bogart, GA (“Meander”). Bill Esunis, Bartlett, IL (“Starship Nebula”). James W. Jones, Novato, CA (“Nike-Hercules”). <box>614 1140 1064 1549</box>
first-place-winners: Brad Vatsaas, Minneapolis, MN (“Silhouette”). <box>109 886 559 926</box>
honorable-mention-list: Bill Engar, Salt Lake, UT (“The Exeter”). David Leininger II, Randolph AFB, TX (“All-American Flyer”). Dale Lutes, Monessen, PA (“The Galaxy”). Richard Rosko, Coal Valley, IL (“Tristor”). Bob Kupetsky, Deer Park, NY (“Delta Monarch”). Brian Cieslak, Milwaukee, WI (“Pegasus”). Norman Kolb, Benson, IL (“Crescent”). <box>1132 482 1582 600</box>
honorable-mention-list: Joseph Laskowski, Beacon Falls, CT (“Viking”). Chris Miller, Mobile, AL (“Mister Black Jack”). Tommy Mills, Jackson, MS (“Tau Cygni IV”). Roger Gilbert, Long Beach, NY (“Two Stage Rocket”). Dennis O’Meara, Andover, MA (“Project - Titan”). Yuji Matsuyama, Tuckahoe, NY (“USSR T-2”). Hank Pernicka, Glen Ellyn, IL (“The Big and Little”). Chuck Williams, Richardson, TX (“Falcon”). B. Costello, Middletown, NJ (“Dart”) Fred Hickman, Orlando, FL (“Black Widow”). Peter Kreuthmeier, Murrysville, PA (“Corvus LL”). Mark Moore, Pine Bluff, AR (“Tomcat”). Wayne Sommars, Godfrey, IL (“Eggbeater”). Mike Hardy, Victoria, TX (“Jaws”). Kermit Little, Birmingham, AL (“Vertex”). Jim Reynolds, Gadsden, AL (“Vista”). John Lattanze, Swedeland, PA (“Bicen I”). Tom Davidson, Winter Haven, FL. David Chew, Richmond, CA (“Mini Eagle”). Greg Davis, Des Moines, IA (“Whatzamacallit”). David Evens, Tustin, CA. Michael Gray, APO New York, NY (“Vampire”). Charles Zallow, Warren, OH (“Comet”). Jim Salmon Ann Arbor, MI (“Tomahawk”). Timothy Slone, Long Beach, CA (“Commander”). Greg Gardia, Whittier, CA (“Lunar Patrol SL 4”). Duncan Weber, State College, PA. <box>1132 1172 1582 1620</box>
